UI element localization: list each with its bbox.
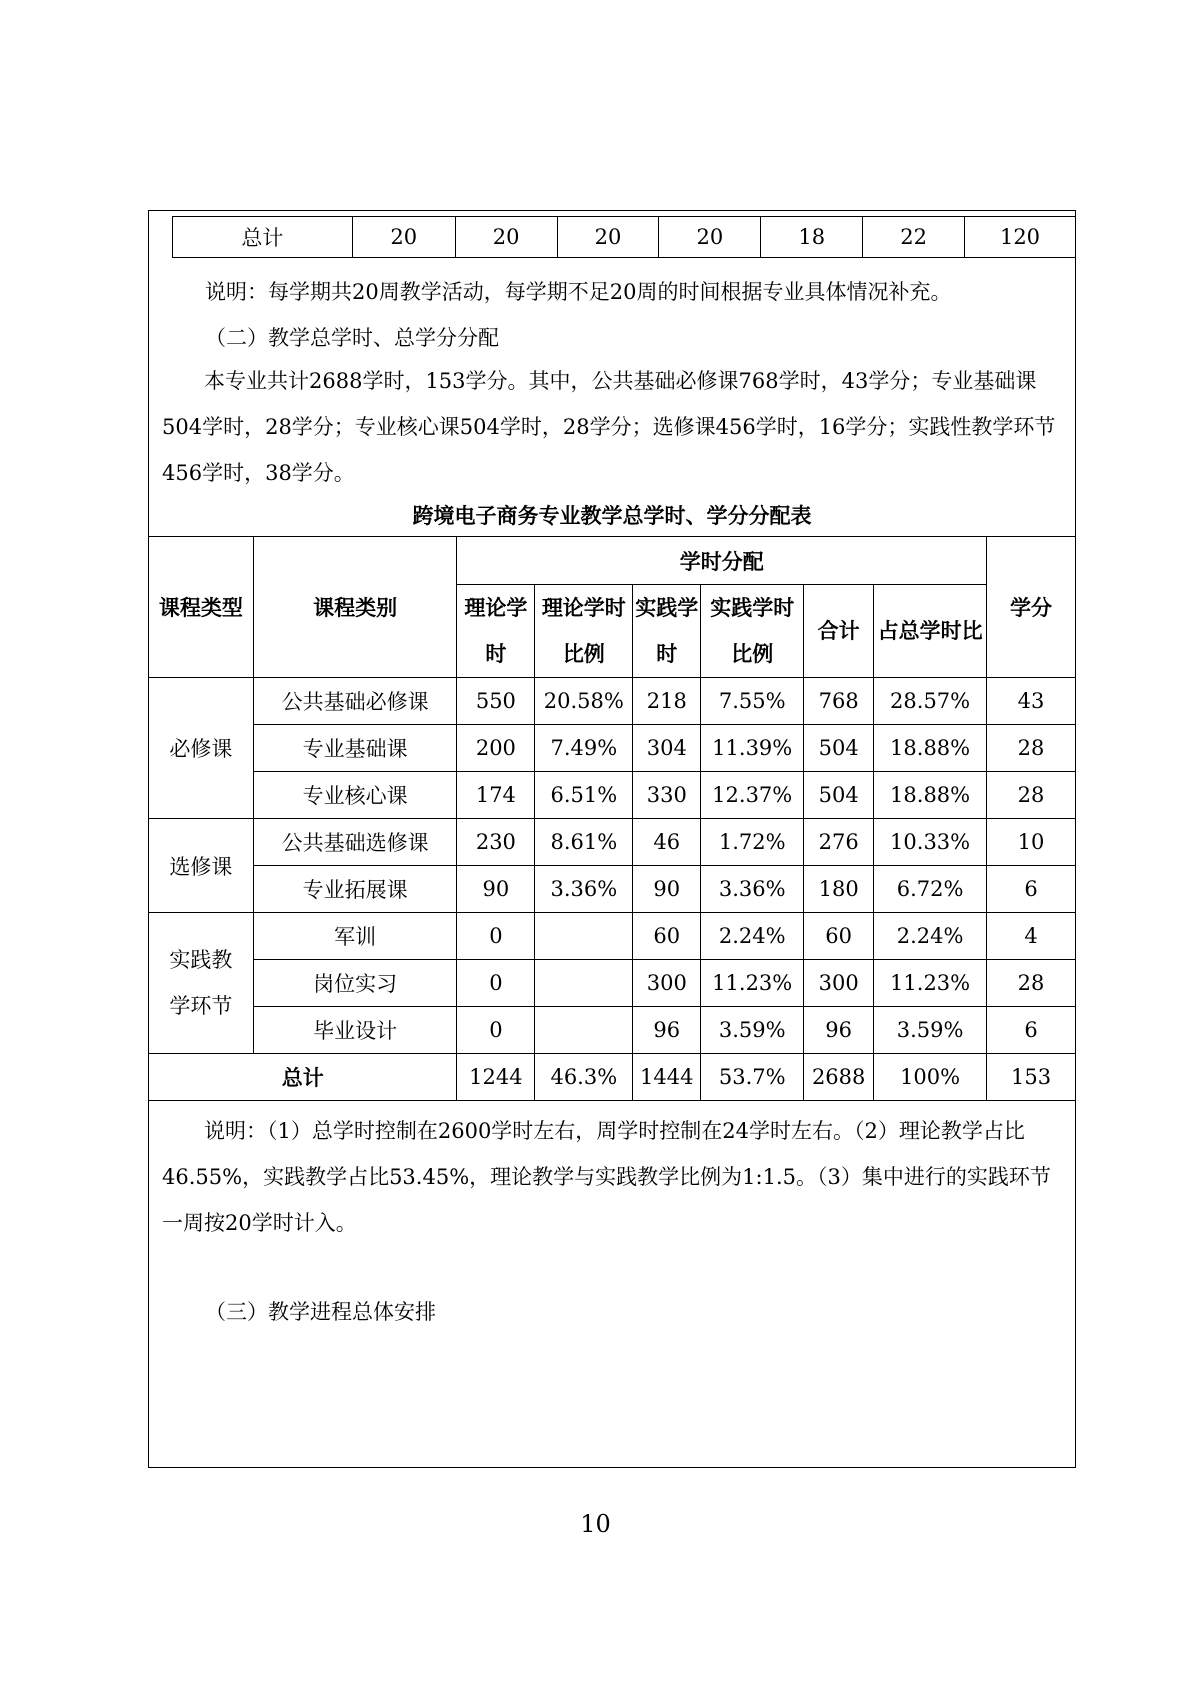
cell-category: 专业基础课 [253, 725, 457, 772]
group-type: 选修课 [149, 819, 254, 913]
week-total-value: 18 [761, 217, 863, 258]
cell-practice-ratio: 7.55% [701, 678, 804, 725]
cell-total-ratio: 10.33% [874, 819, 987, 866]
cell-practice: 304 [633, 725, 701, 772]
cell-theory: 200 [457, 725, 535, 772]
total-total-ratio: 100% [874, 1054, 987, 1101]
cell-credits: 28 [987, 725, 1076, 772]
cell-total-ratio: 11.23% [874, 960, 987, 1007]
week-total-table [172, 216, 1076, 258]
total-total: 2688 [804, 1054, 874, 1101]
cell-practice-ratio: 11.23% [701, 960, 804, 1007]
cell-credits: 6 [987, 866, 1076, 913]
cell-total: 60 [804, 913, 874, 960]
group-type: 必修课 [149, 678, 254, 819]
total-row [149, 1054, 1076, 1101]
week-total-value: 120 [965, 217, 1076, 258]
cell-category: 毕业设计 [253, 1007, 457, 1054]
cell-practice-ratio: 1.72% [701, 819, 804, 866]
cell-category: 专业核心课 [253, 772, 457, 819]
week-total-row [173, 217, 1076, 258]
table-row [149, 960, 1076, 1007]
cell-total: 96 [804, 1007, 874, 1054]
total-theory: 1244 [457, 1054, 535, 1101]
cell-theory-ratio: 3.36% [535, 866, 633, 913]
table-row [149, 725, 1076, 772]
cell-category: 军训 [253, 913, 457, 960]
cell-credits: 28 [987, 960, 1076, 1007]
table-title: 跨境电子商务专业教学总学时、学分分配表 [412, 503, 812, 528]
cell-practice: 60 [633, 913, 701, 960]
cell-total-ratio: 2.24% [874, 913, 987, 960]
cell-total: 768 [804, 678, 874, 725]
table-row [149, 772, 1076, 819]
cell-theory: 0 [457, 913, 535, 960]
cell-total-ratio: 18.88% [874, 772, 987, 819]
header-total-ratio: 占总学时比 [874, 585, 987, 678]
cell-theory-ratio [535, 1007, 633, 1054]
table-row [149, 1007, 1076, 1054]
cell-total: 180 [804, 866, 874, 913]
cell-theory-ratio: 7.49% [535, 725, 633, 772]
cell-theory: 90 [457, 866, 535, 913]
cell-total: 276 [804, 819, 874, 866]
cell-theory: 0 [457, 1007, 535, 1054]
table-row [149, 866, 1076, 913]
section-heading-2: （二）教学总学时、总学分分配 [205, 326, 499, 350]
table-row [149, 819, 1076, 866]
section-heading-3: （三）教学进程总体安排 [205, 1300, 436, 1324]
total-practice: 1444 [633, 1054, 701, 1101]
cell-category: 公共基础必修课 [253, 678, 457, 725]
cell-credits: 6 [987, 1007, 1076, 1054]
total-practice-ratio: 53.7% [701, 1054, 804, 1101]
cell-total-ratio: 3.59% [874, 1007, 987, 1054]
total-credits: 153 [987, 1054, 1076, 1101]
header-practice-ratio: 实践学时比例 [701, 585, 804, 678]
allocation-table [148, 536, 1076, 1101]
cell-total-ratio: 28.57% [874, 678, 987, 725]
cell-total-ratio: 18.88% [874, 725, 987, 772]
page-number: 10 [580, 1510, 611, 1538]
cell-theory-ratio [535, 960, 633, 1007]
cell-practice: 330 [633, 772, 701, 819]
group-type: 实践教学环节 [149, 913, 254, 1054]
cell-practice-ratio: 11.39% [701, 725, 804, 772]
cell-theory-ratio: 6.51% [535, 772, 633, 819]
cell-total: 300 [804, 960, 874, 1007]
cell-practice-ratio: 2.24% [701, 913, 804, 960]
total-label: 总计 [149, 1054, 457, 1101]
cell-theory-ratio: 20.58% [535, 678, 633, 725]
note-weeks: 说明：每学期共20周教学活动，每学期不足20周的时间根据专业具体情况补充。 [205, 280, 952, 304]
cell-practice: 218 [633, 678, 701, 725]
week-total-value: 22 [863, 217, 965, 258]
header-hours-allocation: 学时分配 [457, 537, 987, 585]
table-row [149, 678, 1076, 725]
cell-total: 504 [804, 725, 874, 772]
header-theory-hours: 理论学时 [457, 585, 535, 678]
cell-practice: 300 [633, 960, 701, 1007]
cell-theory: 0 [457, 960, 535, 1007]
header-row [149, 537, 1076, 585]
cell-theory: 230 [457, 819, 535, 866]
cell-credits: 10 [987, 819, 1076, 866]
cell-practice-ratio: 3.36% [701, 866, 804, 913]
header-theory-ratio: 理论学时比例 [535, 585, 633, 678]
cell-credits: 4 [987, 913, 1076, 960]
cell-total: 504 [804, 772, 874, 819]
header-practice-hours: 实践学时 [633, 585, 701, 678]
cell-category: 专业拓展课 [253, 866, 457, 913]
summary-paragraph: 本专业共计2688学时，153学分。其中，公共基础必修课768学时，43学分；专业基础课504学时，28学分；专业核心课504学时，28学分；选修课456学时，16学分；实践性教学环节456学时，38学分。 [162, 369, 1056, 485]
cell-theory-ratio [535, 913, 633, 960]
header-course-type: 课程类型 [149, 537, 254, 678]
cell-theory: 174 [457, 772, 535, 819]
header-course-category: 课程类别 [253, 537, 457, 678]
cell-category: 公共基础选修课 [253, 819, 457, 866]
week-total-label: 总计 [173, 217, 353, 258]
cell-theory-ratio: 8.61% [535, 819, 633, 866]
note-hours: 说明：（1）总学时控制在2600学时左右，周学时控制在24学时左右。（2）理论教学占比46.55%，实践教学占比53.45%，理论教学与实践教学比例为1:1.5。（3）集中进行的实践环节一周按20学时计入。 [162, 1119, 1051, 1235]
week-total-value: 20 [557, 217, 659, 258]
cell-theory: 550 [457, 678, 535, 725]
table-row [149, 913, 1076, 960]
cell-credits: 28 [987, 772, 1076, 819]
week-total-value: 20 [659, 217, 761, 258]
cell-practice: 96 [633, 1007, 701, 1054]
header-total: 合计 [804, 585, 874, 678]
cell-credits: 43 [987, 678, 1076, 725]
header-credits: 学分 [987, 537, 1076, 678]
cell-practice-ratio: 3.59% [701, 1007, 804, 1054]
total-theory-ratio: 46.3% [535, 1054, 633, 1101]
week-total-value: 20 [352, 217, 455, 258]
cell-total-ratio: 6.72% [874, 866, 987, 913]
cell-practice: 90 [633, 866, 701, 913]
week-total-value: 20 [455, 217, 557, 258]
cell-category: 岗位实习 [253, 960, 457, 1007]
cell-practice: 46 [633, 819, 701, 866]
cell-practice-ratio: 12.37% [701, 772, 804, 819]
